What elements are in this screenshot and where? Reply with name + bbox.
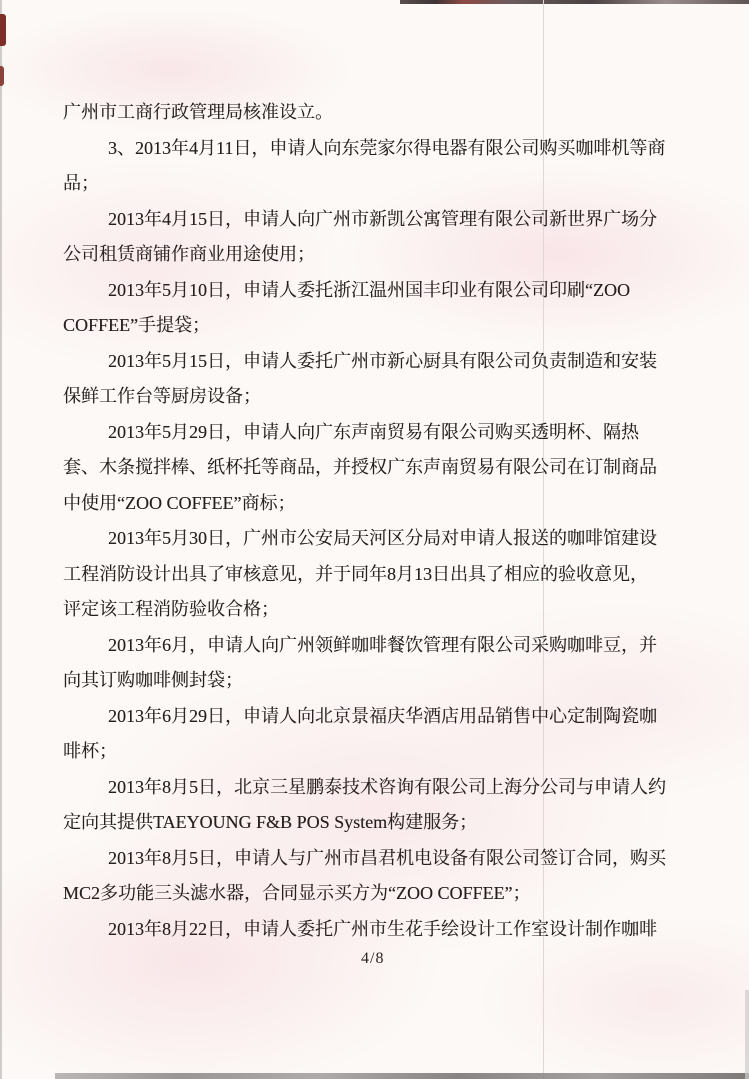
text-line: 2013年5月29日，申请人向广东声南贸易有限公司购买透明杯、隔热 [108, 421, 639, 442]
text-line: 定向其提供TAEYOUNG F&B POS System构建服务； [63, 812, 478, 832]
text-line: 2013年5月10日，申请人委托浙江温州国丰印业有限公司印刷“ZOO [108, 279, 630, 300]
scan-artifact-right-edge-shade [745, 990, 749, 1079]
text-line: 中使用“ZOO COFFEE”商标； [63, 492, 296, 513]
scan-artifact-left-edge-line [0, 0, 2, 1079]
text-line: 广州市工商行政管理局核准设立。 [63, 102, 333, 122]
scan-artifact-red-mark [0, 66, 4, 86]
document-body [63, 95, 688, 947]
page-number: 4/8 [361, 950, 385, 967]
text-line: 2013年8月5日，北京三星鹏泰技术咨询有限公司上海分公司与申请人约 [108, 776, 666, 797]
text-line: 2013年8月22日，申请人委托广州市生花手绘设计工作室设计制作咖啡 [108, 918, 657, 939]
text-line: 套、木条搅拌棒、纸杯托等商品，并授权广东声南贸易有限公司在订制商品 [63, 457, 657, 477]
scan-artifact-red-mark [0, 14, 6, 46]
text-line: 啡杯； [63, 741, 117, 761]
text-line: 2013年4月15日，申请人向广州市新凯公寓管理有限公司新世界广场分 [108, 208, 657, 229]
scan-artifact-top-edge-strip [400, 0, 749, 4]
text-line: 2013年6月，申请人向广州领鲜咖啡餐饮管理有限公司采购咖啡豆，并 [108, 634, 657, 655]
scan-artifact-bottom-edge-strip [55, 1073, 749, 1079]
text-line: 保鲜工作台等厨房设备； [63, 386, 261, 406]
text-line: 3、2013年4月11日，申请人向东莞家尔得电器有限公司购买咖啡机等商 [108, 137, 666, 158]
text-line: 品； [63, 173, 99, 193]
text-line: 2013年5月15日，申请人委托广州市新心厨具有限公司负责制造和安装 [108, 350, 657, 371]
text-line: 评定该工程消防验收合格； [63, 599, 279, 619]
text-line: 2013年6月29日，申请人向北京景福庆华酒店用品销售中心定制陶瓷咖 [108, 705, 657, 726]
text-line: COFFEE”手提袋； [63, 315, 211, 335]
text-line: MC2多功能三头滤水器，合同显示买方为“ZOO COFFEE”； [63, 883, 531, 903]
text-line: 工程消防设计出具了审核意见，并于同年8月13日出具了相应的验收意见， [63, 563, 648, 584]
text-line: 向其订购咖啡侧封袋； [63, 670, 243, 690]
text-line: 2013年8月5日，申请人与广州市昌君机电设备有限公司签订合同，购买 [108, 847, 666, 868]
text-line: 公司租赁商铺作商业用途使用； [63, 244, 315, 264]
text-line: 2013年5月30日，广州市公安局天河区分局对申请人报送的咖啡馆建设 [108, 528, 657, 548]
